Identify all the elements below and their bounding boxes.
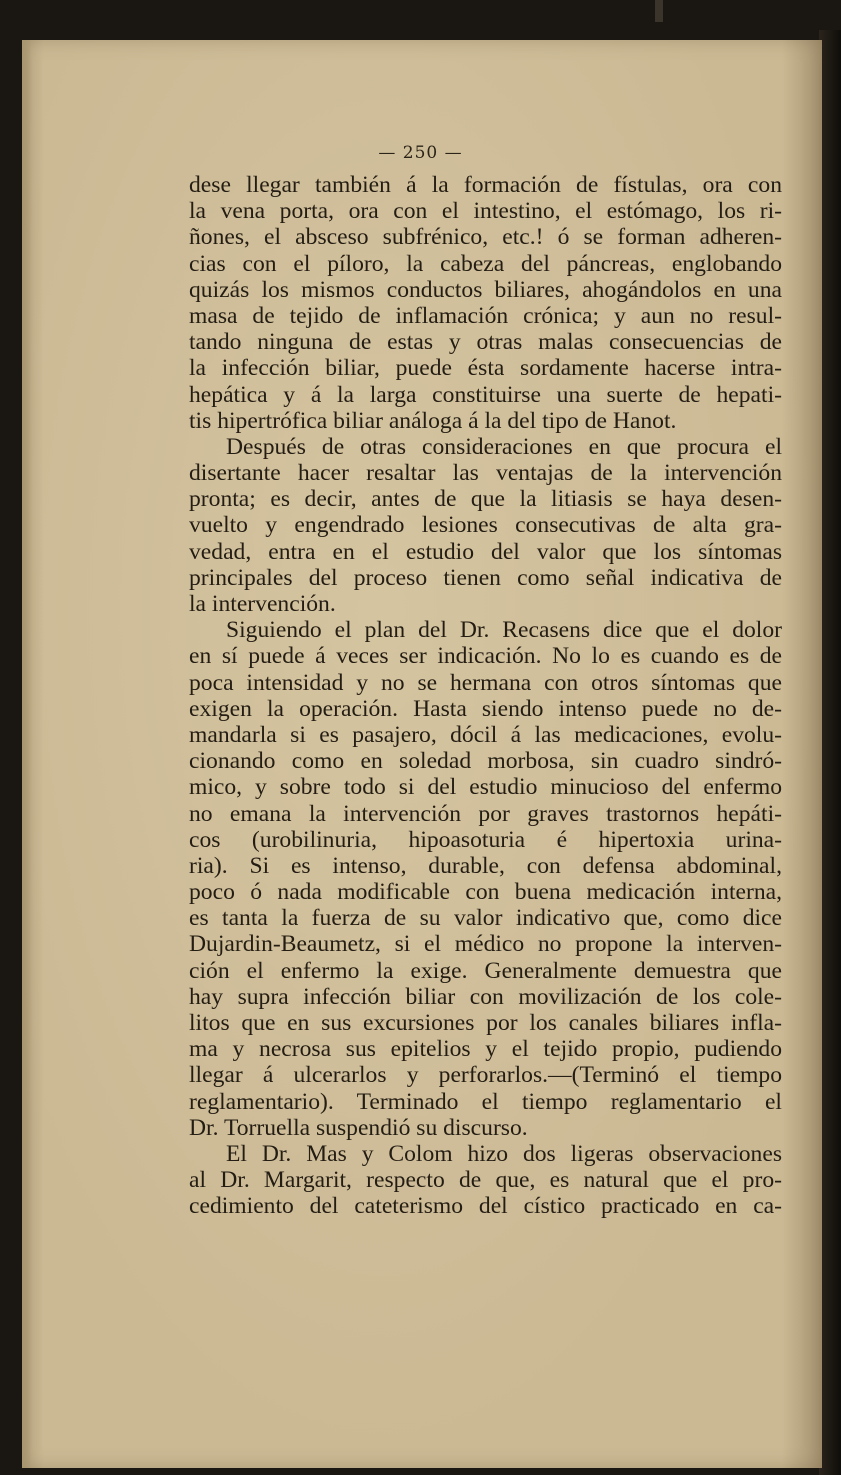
text-line: ción el enfermo la exige. Generalmente demuestra que xyxy=(189,957,782,984)
text-line: Siguiendo el plan del Dr. Recasens dice que el dolor xyxy=(226,617,782,644)
page-edge xyxy=(22,40,32,1468)
text-line: litos que en sus excursiones por los canales biliares infla- xyxy=(189,1010,782,1036)
text-line: mico, y sobre todo si del estudio minucioso del enfermo xyxy=(189,774,782,801)
text-line: no emana la intervención por graves trastornos hepáti- xyxy=(189,800,782,827)
text-line: la intervención. xyxy=(189,591,336,617)
text-line: reglamentario). Terminado el tiempo reglamentario el xyxy=(189,1088,782,1115)
text-line: dese llegar también á la formación de fístulas, ora con xyxy=(189,172,782,198)
text-line: ria). Si es intenso, durable, con defensa abdominal, xyxy=(189,852,782,879)
text-line: Después de otras consideraciones en que procura el xyxy=(226,433,782,460)
text-line: tando ninguna de estas y otras malas consecuencias de xyxy=(189,329,782,356)
text-line: vuelto y engendrado lesiones consecutivas de alta gra- xyxy=(189,512,782,539)
text-line: al Dr. Margarit, respecto de que, es natural que el pro- xyxy=(189,1167,782,1194)
text-line: cedimiento del cateterismo del cístico practicado en ca- xyxy=(189,1193,782,1220)
text-line: ñones, el absceso subfrénico, etc.! ó se forman adheren- xyxy=(189,224,782,251)
text-line: la vena porta, ora con el intestino, el estómago, los ri- xyxy=(189,198,782,225)
text-line: ma y necrosa sus epitelios y el tejido propio, pudiendo xyxy=(189,1036,782,1063)
binding-mark xyxy=(655,0,663,22)
text-line: cos (urobilinuria, hipoasoturia é hipertoxia urina- xyxy=(189,826,782,853)
text-line: Dujardin-Beaumetz, si el médico no propone la interven- xyxy=(189,931,782,958)
body-text xyxy=(189,172,782,1220)
text-line: exigen la operación. Hasta siendo intenso puede no de- xyxy=(189,695,782,722)
text-line: en sí puede á veces ser indicación. No lo es cuando es de xyxy=(189,643,782,670)
text-line: llegar á ulcerarlos y perforarlos.—(Terminó el tiempo xyxy=(189,1062,782,1089)
text-line: cias con el píloro, la cabeza del páncreas, englobando xyxy=(189,250,782,277)
text-line: tis hipertrófica biliar análoga á la del tipo de Hanot. xyxy=(189,407,677,434)
text-line: El Dr. Mas y Colom hizo dos ligeras observaciones xyxy=(226,1140,782,1167)
adjacent-page-shadow xyxy=(819,30,841,1475)
text-line: hepática y á la larga constituirse una suerte de hepati- xyxy=(189,381,782,408)
text-line: la infección biliar, puede ésta sordamente hacerse intra- xyxy=(189,355,782,382)
text-line: es tanta la fuerza de su valor indicativo que, como dice xyxy=(189,905,782,932)
text-line: hay supra infección biliar con movilización de los cole- xyxy=(189,983,782,1010)
text-line: vedad, entra en el estudio del valor que los síntomas xyxy=(189,538,782,565)
text-line: quizás los mismos conductos biliares, ahogándolos en una xyxy=(189,276,782,303)
text-line: masa de tejido de inflamación crónica; y aun no resul- xyxy=(189,302,782,329)
text-line: disertante hacer resaltar las ventajas de la intervención xyxy=(189,460,782,487)
text-line: poca intensidad y no se hermana con otros síntomas que xyxy=(189,669,782,696)
page-number: — 250 — xyxy=(378,143,463,163)
text-line: cionando como en soledad morbosa, sin cuadro sindró- xyxy=(189,748,782,775)
text-line: principales del proceso tienen como señal indicativa de xyxy=(189,564,782,591)
text-line: poco ó nada modificable con buena medicación interna, xyxy=(189,879,782,906)
text-line: mandarla si es pasajero, dócil á las medicaciones, evolu- xyxy=(189,721,782,748)
text-line: pronta; es decir, antes de que la litiasis se haya desen- xyxy=(189,486,782,513)
text-line: Dr. Torruella suspendió su discurso. xyxy=(189,1114,528,1141)
